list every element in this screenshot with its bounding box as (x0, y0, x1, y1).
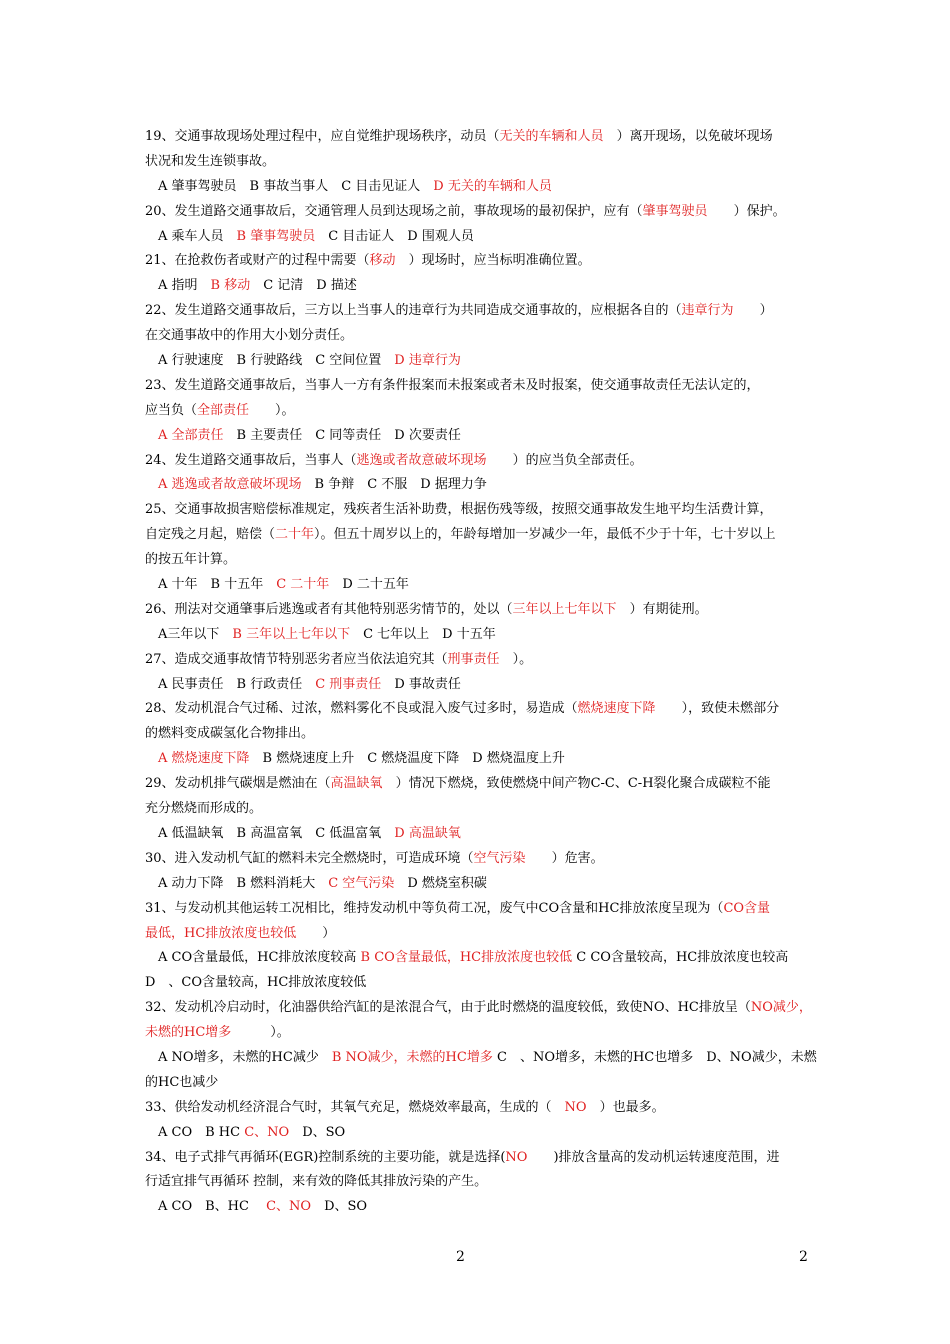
text-line (145, 772, 813, 797)
text-line (145, 225, 813, 250)
question-list (145, 125, 817, 1220)
line-text: ）的应当负全部责任。 (486, 452, 643, 468)
answer-text: 刑事责任 (447, 651, 500, 667)
text-line (145, 374, 813, 399)
text-line (145, 1195, 813, 1220)
page-number-right: 2 (799, 1249, 808, 1265)
text-line (145, 498, 813, 523)
line-text: C 记清 D 描述 (250, 278, 357, 294)
line-text: ）。 (249, 402, 295, 418)
line-text: D 燃烧室积碳 (394, 875, 487, 891)
line-text: 21、在抢救伤者或财产的过程中需要（ (145, 253, 370, 269)
text-line (145, 473, 813, 498)
line-text: 29、发动机排气碳烟是燃油在（ (145, 776, 331, 792)
text-line (145, 150, 813, 175)
line-text: D、SO (289, 1124, 346, 1140)
line-text: )排放含量高的发动机运转速度范围，进 (527, 1149, 780, 1165)
line-text: 19、交通事故现场处理过程中，应自觉维护现场秩序，动员（ (145, 129, 500, 144)
answer-text: B 肇事驾驶员 (236, 228, 316, 244)
line-text: 33、供给发动机经济混合气时，其氧气充足，燃烧效率最高，生成的（ (145, 1099, 565, 1115)
text-line (145, 523, 813, 548)
line-text: 23、发生道路交通事故后，当事人一方有条件报案而未报案或者未及时报案，使交通事故责任无法认定的， (145, 377, 760, 393)
answer-text: B 三年以上七年以下 (232, 626, 351, 642)
answer-text: 最低，HC排放浓度也较低 (145, 925, 297, 941)
text-line (145, 623, 813, 648)
line-text: ）现场时，应当标明准确位置。 (395, 253, 591, 269)
line-text: 行适宜排气再循环 控制，来有效的降低其排放污染的产生。 (145, 1174, 488, 1190)
text-line (145, 971, 813, 996)
line-text: 自定残之月起，赔偿（ (145, 527, 276, 543)
answer-text: 肇事驾驶员 (642, 203, 721, 219)
line-text: C 目击证人 D 围观人员 (315, 228, 474, 244)
answer-text: D 高温缺氧 (394, 825, 461, 841)
line-text: 32、发动机冷启动时，化油器供给汽缸的是浓混合气，由于此时燃烧的温度较低，致使NO、HC排放呈（ (145, 1000, 751, 1016)
line-text: C CO含量较高，HC排放浓度也较高 (572, 950, 789, 966)
line-text: A 行驶速度 B 行驶路线 C 空间位置 (145, 353, 395, 369)
line-text: A CO含量最低，HC排放浓度较高 (145, 950, 361, 966)
answer-text: 移动 (369, 253, 396, 269)
text-line (145, 673, 813, 698)
text-line (145, 249, 813, 274)
text-line (145, 747, 813, 772)
text-line (145, 1046, 817, 1071)
line-text: A CO B、HC (145, 1199, 267, 1215)
line-text: B 燃烧速度上升 C 燃烧温度下降 D 燃烧温度上升 (249, 751, 565, 767)
text-line (145, 897, 813, 922)
text-line (145, 449, 813, 474)
line-text: ）。 (499, 651, 533, 667)
line-text: C 、NO增多，未燃的HC也增多 D、NO减少，未燃 (492, 1049, 817, 1065)
line-text: ）情况下燃烧，致使燃烧中间产物C-C、C-H裂化聚合成碳粒不能 (382, 776, 771, 792)
line-text (145, 477, 158, 492)
line-text: 状况和发生连锁事故。 (145, 153, 276, 169)
line-text: A CO B HC (145, 1124, 245, 1140)
text-line (145, 274, 813, 299)
line-text (145, 428, 158, 443)
answer-text: 逃逸或者故意破坏现场 (356, 452, 487, 468)
text-line (145, 175, 813, 200)
line-text: 26、刑法对交通肇事后逃逸或者有其他特别恶劣情节的，处以（ (145, 601, 513, 617)
line-text: ）保护。 (720, 203, 786, 219)
line-text: 34、电子式排气再循环(EGR)控制系统的主要功能，就是选择( (145, 1149, 506, 1165)
answer-text: 燃烧速度下降 (577, 701, 656, 717)
answer-text: NO (564, 1099, 587, 1115)
line-text: A 十年 B 十五年 (145, 577, 277, 593)
answer-text: C 空气污染 (328, 875, 395, 891)
line-text: A 指明 (145, 278, 211, 294)
text-line (145, 1096, 813, 1121)
line-text: 27、造成交通事故情节特别恶劣者应当依法追究其（ (145, 651, 448, 667)
text-line (145, 598, 813, 623)
text-line (145, 1121, 813, 1146)
line-text: 24、发生道路交通事故后，当事人（ (145, 452, 357, 468)
answer-text: B 移动 (210, 278, 251, 294)
answer-text: 未燃的HC增多 (145, 1025, 232, 1041)
line-text: D 二十五年 (329, 577, 409, 593)
text-line (145, 399, 813, 424)
line-text: ） (296, 925, 336, 941)
line-text: 充分燃烧而形成的。 (145, 801, 263, 817)
line-text: ）危害。 (525, 850, 604, 866)
text-line (145, 722, 813, 747)
line-text: A三年以下 (145, 626, 233, 642)
line-text: 的按五年计算。 (145, 552, 237, 568)
text-line (145, 697, 813, 722)
answer-text: C、NO (244, 1124, 290, 1140)
text-line (145, 922, 813, 947)
answer-text: D 无关的车辆和人员 (433, 178, 552, 194)
line-text: 25、交通事故损害赔偿标准规定，残疾者生活补助费，根据伤残等级，按照交通事故发生地平均生活费计算， (145, 502, 773, 518)
text-line (145, 946, 813, 971)
line-text: ）也最多。 (586, 1099, 665, 1115)
line-text: D 事故责任 (381, 676, 461, 692)
answer-text: 三年以上七年以下 (512, 601, 617, 617)
line-text: ）离开现场，以免破坏现场 (616, 129, 773, 144)
answer-text: C、NO (266, 1199, 312, 1215)
text-line (145, 573, 813, 598)
answer-text: 无关的车辆和人员 (499, 129, 617, 144)
line-text: 30、进入发动机气缸的燃料未完全燃烧时，可造成环境（ (145, 850, 474, 866)
text-line (145, 648, 813, 673)
line-text: D 、CO含量较高，HC排放浓度较低 (145, 975, 367, 991)
answer-text: A 逃逸或者故意破坏现场 (158, 477, 302, 493)
line-text: ）。 (231, 1025, 290, 1041)
text-line (145, 847, 813, 872)
line-text: D、SO (311, 1199, 368, 1215)
text-line (145, 1071, 813, 1096)
line-text: C 七年以上 D 十五年 (350, 626, 496, 642)
answer-text: D 违章行为 (394, 353, 461, 369)
answer-text: A 全部责任 (158, 427, 224, 443)
text-line (145, 125, 813, 150)
line-text: A 肇事驾驶员 B 事故当事人 C 目击见证人 (145, 178, 434, 194)
line-text: 31、与发动机其他运转工况相比，维持发动机中等负荷工况，废气中CO含量和HC排放浓度呈现为（ (145, 900, 724, 916)
answer-text: B CO含量最低，HC排放浓度也较低 (360, 950, 573, 966)
line-text: ）。但五十周岁以上的，年龄每增加一岁减少一年，最低不少于十年，七十岁以上 (314, 527, 776, 543)
answer-text: 违章行为 (681, 303, 734, 319)
line-text: ），致使未燃部分 (655, 701, 780, 717)
text-line (145, 996, 813, 1021)
text-line (145, 797, 813, 822)
text-line (145, 1170, 813, 1195)
answer-text: 全部责任 (197, 402, 250, 418)
line-text: 28、发动机混合气过稀、过浓，燃料雾化不良或混入废气过多时，易造成（ (145, 701, 578, 717)
text-line (145, 299, 813, 324)
text-line (145, 822, 813, 847)
line-text: A NO增多，未燃的HC减少 (145, 1049, 332, 1065)
answer-text: CO含量 (723, 900, 771, 916)
line-text: A 民事责任 B 行政责任 (145, 676, 316, 692)
text-line (145, 349, 813, 374)
text-line (145, 1146, 813, 1171)
line-text: 20、发生道路交通事故后，交通管理人员到达现场之前，事故现场的最初保护，应有（ (145, 203, 643, 219)
page-number-center: 2 (456, 1249, 465, 1265)
line-text: ）有期徒刑。 (616, 601, 708, 617)
line-text: B 争辩 C 不服 D 据理力争 (301, 477, 487, 493)
answer-text: NO减少， (750, 1000, 812, 1016)
line-text: A 动力下降 B 燃料消耗大 (145, 875, 329, 891)
line-text: 22、发生道路交通事故后，三方以上当事人的违章行为共同造成交通事故的，应根据各自的（ (145, 303, 682, 319)
answer-text: NO (505, 1149, 528, 1165)
text-line (145, 548, 813, 573)
line-text: A 低温缺氧 B 高温富氧 C 低温富氧 (145, 825, 395, 841)
text-line (145, 424, 813, 449)
answer-text: 空气污染 (473, 850, 526, 866)
text-line (145, 872, 813, 897)
answer-text: B NO减少，未燃的HC增多 (331, 1049, 493, 1065)
answer-text: A 燃烧速度下降 (158, 751, 250, 767)
answer-text: C 二十年 (276, 577, 330, 593)
line-text: A 乘车人员 (145, 228, 237, 244)
line-text: 在交通事故中的作用大小划分责任。 (145, 328, 354, 344)
answer-text: 二十年 (275, 527, 315, 543)
answer-text: C 刑事责任 (315, 676, 382, 692)
line-text: 的燃料变成碳氢化合物排出。 (145, 726, 315, 742)
text-line (145, 1021, 813, 1046)
text-line (145, 324, 813, 349)
line-text: B 主要责任 C 同等责任 D 次要责任 (223, 427, 461, 443)
line-text (145, 751, 158, 766)
answer-text: 高温缺氧 (330, 776, 383, 792)
line-text: 应当负（ (145, 402, 198, 418)
text-line (145, 200, 813, 225)
line-text: ） (733, 303, 773, 319)
line-text: 的HC也减少 (145, 1074, 219, 1090)
